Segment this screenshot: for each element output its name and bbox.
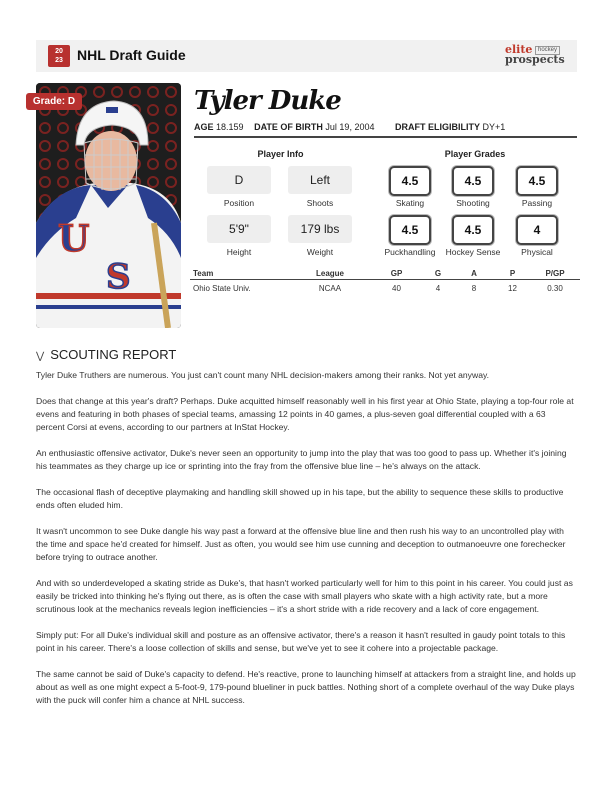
stats-table xyxy=(190,268,580,297)
skating-label: Skating xyxy=(395,198,425,208)
chevron-down-icon[interactable]: ⋁ xyxy=(36,351,45,362)
dob-label: DATE OF BIRTH xyxy=(254,122,323,132)
scouting-report-body xyxy=(36,369,576,720)
table-row xyxy=(190,280,580,298)
year-badge-bottom: 23 xyxy=(55,57,63,64)
player-info-heading: Player Info xyxy=(257,149,304,159)
physical-grade: 4 xyxy=(516,215,558,245)
report-paragraph: The occasional flash of deceptive playmaking and handling skill showed up in his tape, but the ability to sequence these skills to productive ends often eluded him. xyxy=(36,487,564,510)
logo-hockey-text: hockey xyxy=(535,46,560,55)
puckhandling-grade: 4.5 xyxy=(389,215,431,245)
grade-badge: Grade: D xyxy=(26,93,82,110)
position-value: D xyxy=(207,166,271,194)
player-photo xyxy=(36,83,181,328)
player-first-name: Tyler xyxy=(194,86,261,116)
stats-gp: 40 xyxy=(392,284,401,293)
scouting-report-title: SCOUTING REPORT xyxy=(50,347,177,362)
jersey-letter-u: U xyxy=(58,218,90,260)
stats-header-p: P xyxy=(495,268,530,280)
draft-eligibility xyxy=(395,122,505,132)
jersey-letter-s: S xyxy=(106,257,131,297)
shoots-value: Left xyxy=(288,166,352,194)
stats-p: 12 xyxy=(508,284,517,293)
player-photo-illustration xyxy=(36,83,181,328)
player-name xyxy=(194,86,341,116)
age-label: AGE xyxy=(194,122,214,132)
header-bar xyxy=(36,40,577,72)
report-paragraph: And with so underdeveloped a skating stride as Duke's, that hasn't worked particularly well for him to this point in his career. You could just as easily be tricked into thinking he's flying out there, as is often the case with small players who skate with a high activity rate, but a more scrutinous look at the mechanics reveals legion inefficiencies – it's a short stride with a ride recovery and a lack of core engagement. xyxy=(36,578,573,614)
position-label: Position xyxy=(223,198,255,208)
stats-team: Ohio State Univ. xyxy=(193,284,251,293)
year-badge-top: 20 xyxy=(55,48,63,55)
shooting-grade: 4.5 xyxy=(452,166,494,196)
report-paragraph: The same cannot be said of Duke's capacity to defend. He's reactive, prone to launching himself at attackers from a straight line, and holds up about as well as one might expect a 5-foot-9, 179-pound blueliner in puck battles. Nothing short of a complete overhaul of the way Duke plays with the puck will confer him a chance at NHL success. xyxy=(36,669,576,705)
stats-header-a: A xyxy=(453,268,495,280)
stats-header-g: G xyxy=(423,268,453,280)
scouting-report-heading[interactable] xyxy=(36,347,176,362)
skating-grade: 4.5 xyxy=(389,166,431,196)
stats-a: 8 xyxy=(471,284,477,293)
report-paragraph: Tyler Duke Truthers are numerous. You just can't count many NHL decision-makers among their ranks. Not yet anyway. xyxy=(36,370,490,380)
stats-pgp: 0.30 xyxy=(547,284,563,293)
year-badge xyxy=(48,45,70,67)
age-value: 18.159 xyxy=(216,122,244,132)
stats-header-league: League xyxy=(290,268,370,280)
logo-prospects-text: prospects xyxy=(505,53,565,66)
weight-label: Weight xyxy=(306,247,334,257)
passing-label: Passing xyxy=(521,198,553,208)
player-grades-heading: Player Grades xyxy=(444,149,506,159)
stats-header-pgp: P/GP xyxy=(530,268,580,280)
puckhandling-label: Puckhandling xyxy=(384,247,436,257)
bio-divider xyxy=(194,136,577,138)
passing-grade: 4.5 xyxy=(516,166,558,196)
stats-league: NCAA xyxy=(318,284,342,293)
hockey-sense-grade: 4.5 xyxy=(452,215,494,245)
report-paragraph: It wasn't uncommon to see Duke dangle his way past a forward at the offensive blue line and then rush his way to an uncontrolled play with the time and space he'd created for himself. Just as often, you would see him use cunning and deception to outmanoeuvre one forechecker before trying to outrace another. xyxy=(36,526,566,562)
report-paragraph: An enthusiastic offensive activator, Duke's never seen an opportunity to jump into the play that was too good to pass up. Whether it's joining his teammates as they charge up ice or sprinting into the fray from the offensive blue line – he's always on the attack. xyxy=(36,448,567,471)
height-value: 5'9" xyxy=(207,215,271,243)
physical-label: Physical xyxy=(521,247,553,257)
shooting-label: Shooting xyxy=(456,198,490,208)
logo-elite-text: elite xyxy=(505,43,533,56)
shoots-label: Shoots xyxy=(306,198,334,208)
bio-row xyxy=(194,122,575,132)
date-of-birth xyxy=(254,122,374,132)
elig-label: DRAFT ELIGIBILITY xyxy=(394,122,480,132)
stats-header-row xyxy=(190,268,580,280)
weight-value: 179 lbs xyxy=(288,215,352,243)
dob-value: Jul 19, 2004 xyxy=(325,122,375,132)
age xyxy=(194,122,244,132)
report-paragraph: Does that change at this year's draft? Perhaps. Duke acquitted himself reasonably well in his first year at Ohio State, playing a top-four role at evens and featuring in both phases of special teams, amassing 12 points in 40 games, a plus-seven goal differential coupled with a 63 percent Corsi at evens, according to our partners at InStat Hockey. xyxy=(36,396,574,432)
player-last-name: Duke xyxy=(268,86,341,116)
stats-g: 4 xyxy=(435,284,441,293)
stats-header-gp: GP xyxy=(370,268,423,280)
stats-header-team: Team xyxy=(190,268,290,280)
report-paragraph: Simply put: For all Duke's individual skill and posture as an offensive activator, there's a reason it hasn't resulted in gaudy point totals to this point in his career. There's a loose collection of skills and sense, but we've yet to see it cohere into a projectable package. xyxy=(36,630,566,653)
elig-value: DY+1 xyxy=(482,122,506,132)
elite-prospects-logo xyxy=(505,43,565,69)
guide-title: NHL Draft Guide xyxy=(77,47,186,63)
height-label: Height xyxy=(226,247,252,257)
hockey-sense-label: Hockey Sense xyxy=(445,247,501,257)
